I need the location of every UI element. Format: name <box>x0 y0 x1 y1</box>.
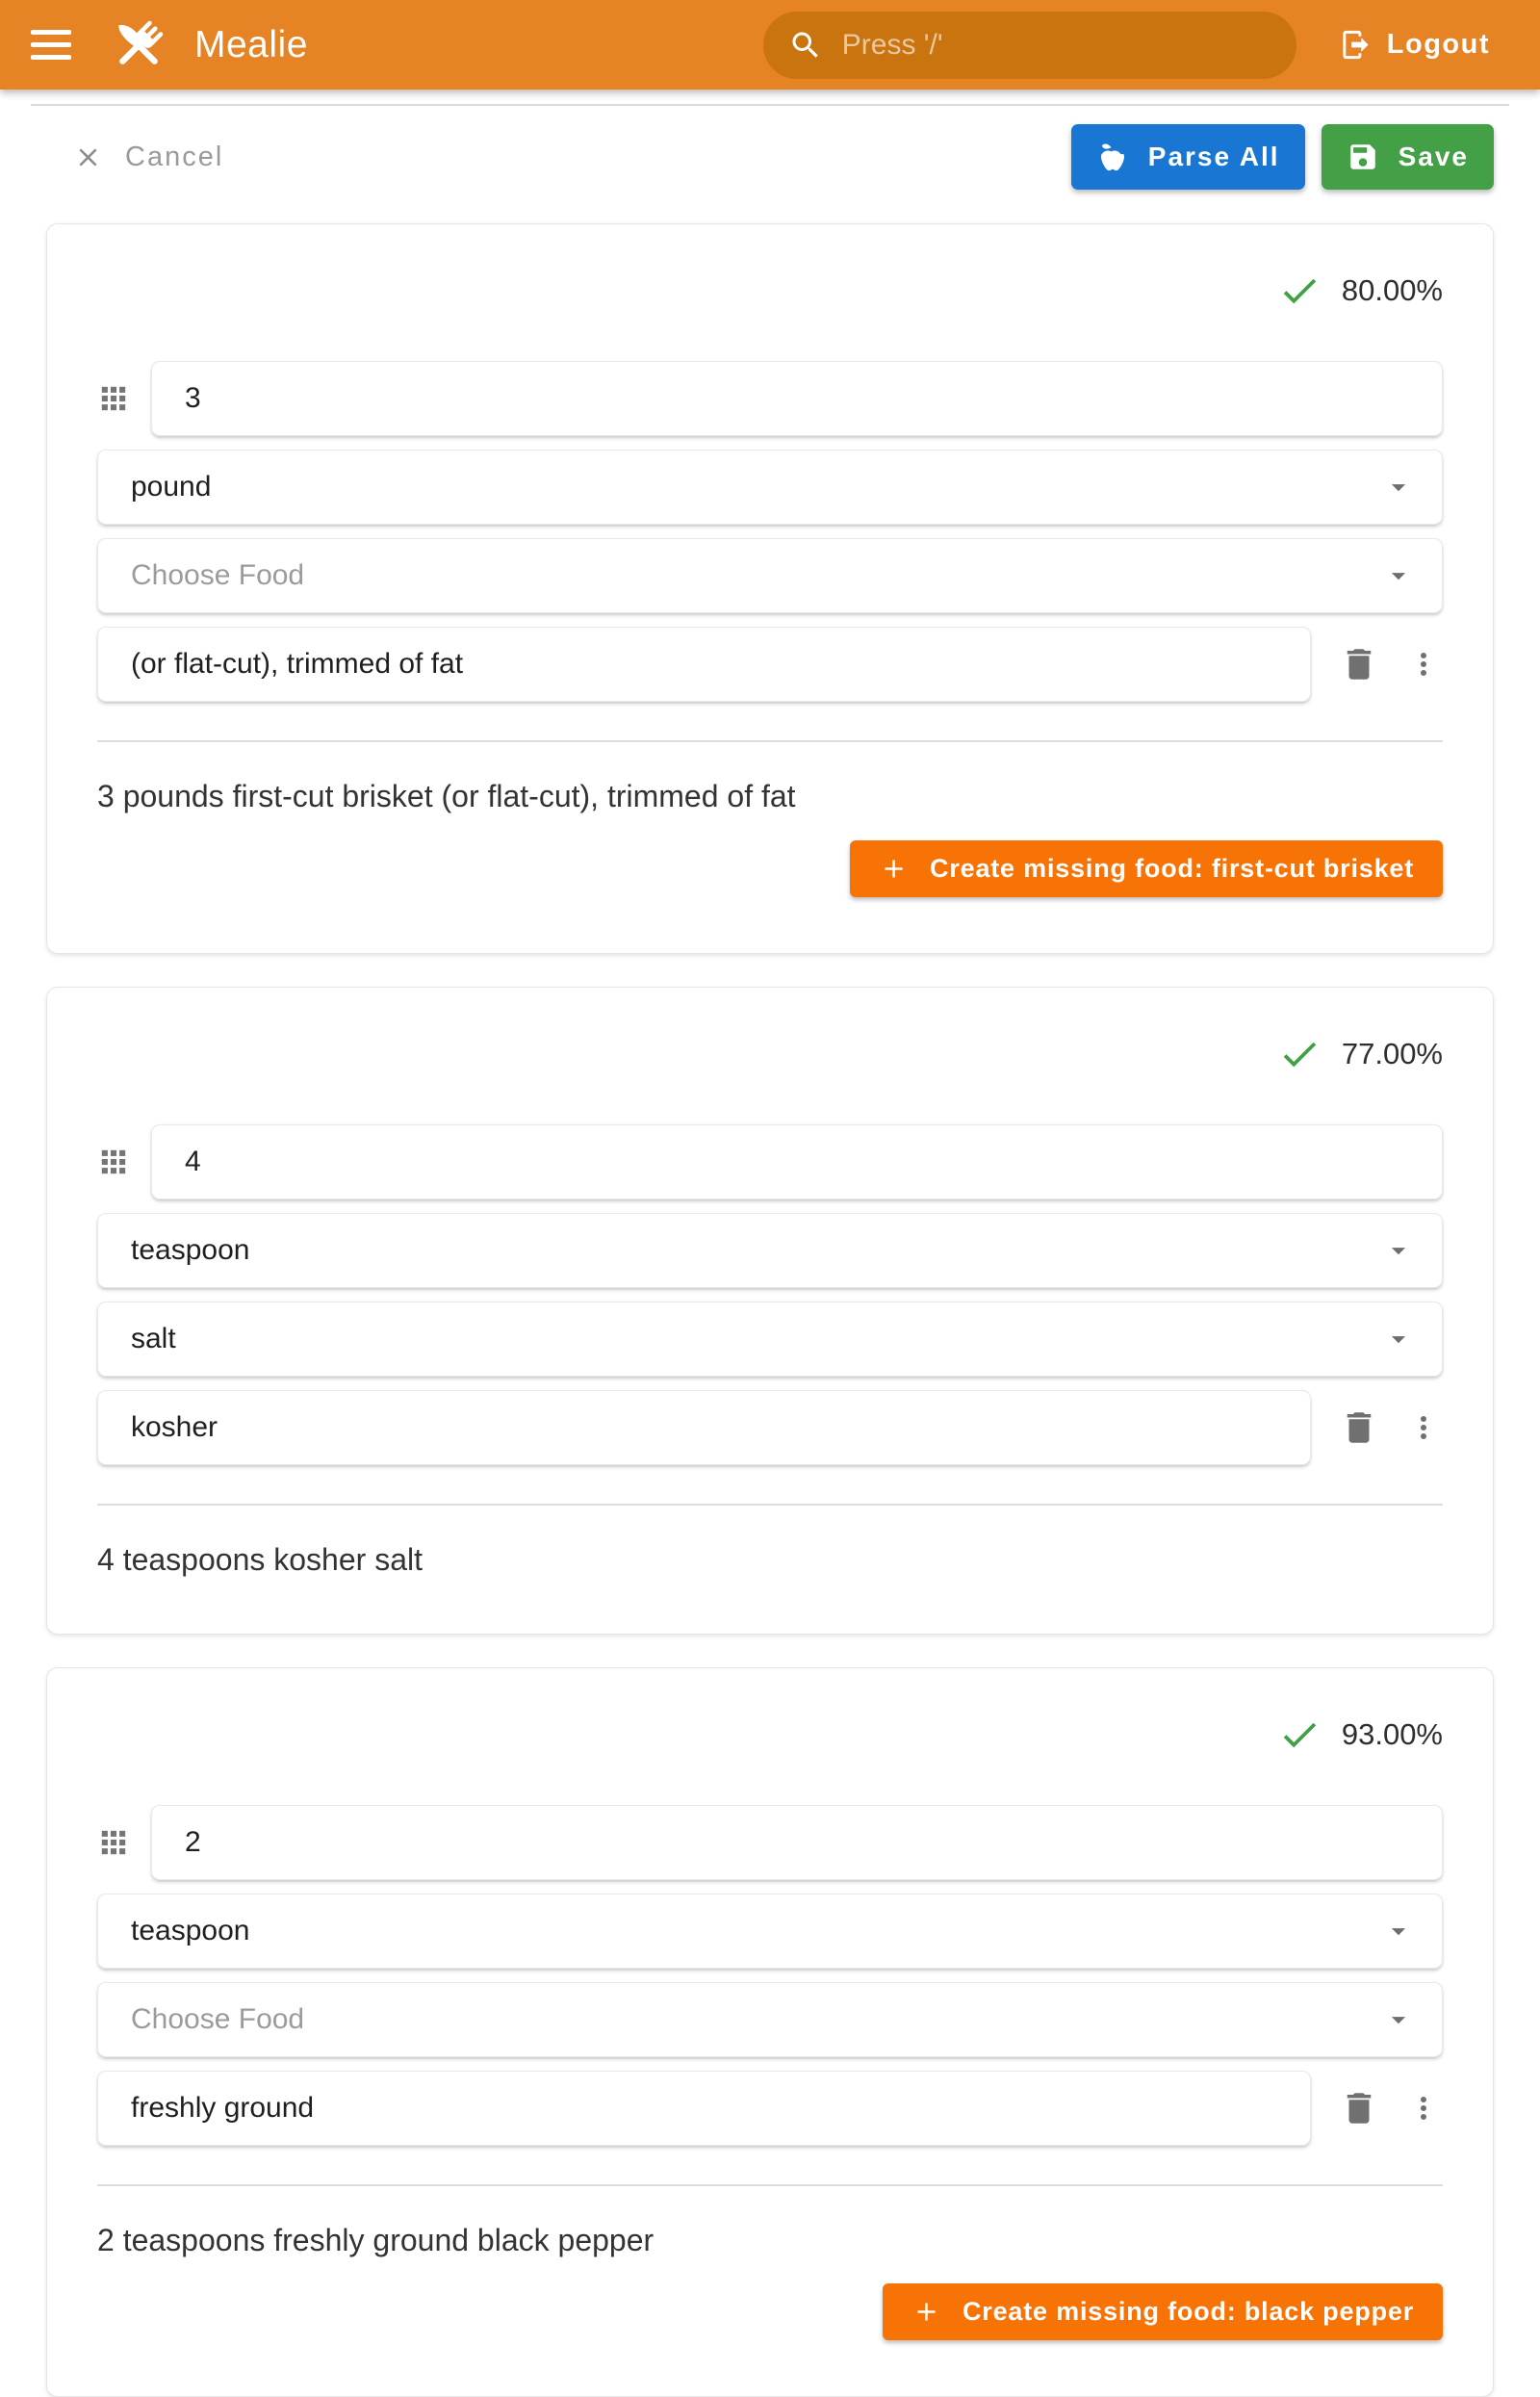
kebab-menu-icon <box>1406 1410 1441 1445</box>
kebab-menu-icon <box>1406 647 1441 682</box>
amount-input[interactable] <box>151 361 1443 436</box>
check-icon <box>1277 1032 1322 1076</box>
food-placeholder: Choose Food <box>131 559 305 591</box>
chevron-down-icon <box>1382 471 1415 503</box>
chevron-down-icon <box>1382 1323 1415 1355</box>
logout-button[interactable] <box>1339 28 1490 62</box>
more-options-button[interactable] <box>1404 642 1443 686</box>
logout-label: Logout <box>1386 29 1490 60</box>
plus-icon <box>911 2297 941 2327</box>
create-missing-food-label: Create missing food: first-cut brisket <box>930 853 1414 883</box>
note-input[interactable] <box>97 2071 1311 2146</box>
more-options-button[interactable] <box>1404 2086 1443 2130</box>
food-select[interactable] <box>97 1302 1443 1377</box>
ingredient-card <box>46 987 1494 1635</box>
confidence-row <box>97 1713 1443 1757</box>
food-placeholder: Choose Food <box>131 2002 305 2035</box>
unit-value: teaspoon <box>131 1914 250 1946</box>
header-divider <box>31 104 1509 106</box>
delete-button[interactable] <box>1337 2086 1381 2130</box>
save-label: Save <box>1398 142 1469 171</box>
trash-icon <box>1339 644 1379 684</box>
confidence-value: 80.00% <box>1341 273 1443 307</box>
note-input[interactable] <box>97 627 1311 702</box>
mealie-logo-icon[interactable] <box>108 14 169 76</box>
app-title: Mealie <box>194 23 308 65</box>
search-bar[interactable] <box>763 12 1296 79</box>
food-select[interactable] <box>97 1982 1443 2057</box>
confidence-value: 93.00% <box>1341 1716 1443 1751</box>
unit-select[interactable] <box>97 1213 1443 1288</box>
note-row <box>97 1390 1443 1465</box>
create-missing-food-button[interactable] <box>850 840 1443 897</box>
trash-icon <box>1339 1407 1379 1448</box>
cancel-button[interactable] <box>73 142 223 173</box>
ingredient-card <box>46 223 1494 954</box>
create-missing-food-button[interactable] <box>883 2283 1443 2340</box>
delete-button[interactable] <box>1337 642 1381 686</box>
amount-row <box>97 1805 1443 1880</box>
ingredient-card <box>46 1667 1494 2397</box>
ingredient-parser-list <box>0 223 1540 2397</box>
chevron-down-icon <box>1382 1234 1415 1267</box>
confidence-value: 77.00% <box>1341 1036 1443 1070</box>
chevron-down-icon <box>1382 1915 1415 1947</box>
save-button[interactable] <box>1322 124 1494 190</box>
chevron-down-icon <box>1382 559 1415 592</box>
note-input[interactable] <box>97 1390 1311 1465</box>
trash-icon <box>1339 2088 1379 2128</box>
drag-handle-icon[interactable] <box>97 382 130 415</box>
food-value: salt <box>131 1322 176 1354</box>
drag-handle-icon[interactable] <box>97 1826 130 1859</box>
logout-icon <box>1339 28 1373 62</box>
amount-row <box>97 361 1443 436</box>
close-icon <box>73 142 103 172</box>
parse-all-label: Parse All <box>1147 142 1280 171</box>
unit-select[interactable] <box>97 1894 1443 1969</box>
check-icon <box>1277 269 1322 313</box>
parse-all-button[interactable] <box>1071 124 1305 190</box>
unit-value: pound <box>131 471 212 503</box>
note-row <box>97 627 1443 702</box>
confidence-row <box>97 269 1443 313</box>
amount-input[interactable] <box>151 1805 1443 1880</box>
parsed-ingredient-text: 4 teaspoons kosher salt <box>97 1541 423 1577</box>
note-row <box>97 2071 1443 2146</box>
amount-input[interactable] <box>151 1124 1443 1199</box>
search-input[interactable] <box>840 28 1271 63</box>
amount-row <box>97 1124 1443 1199</box>
more-options-button[interactable] <box>1404 1405 1443 1450</box>
plus-icon <box>879 854 909 884</box>
unit-value: teaspoon <box>131 1233 250 1266</box>
action-bar <box>46 123 1494 191</box>
unit-select[interactable] <box>97 450 1443 525</box>
delete-button[interactable] <box>1337 1405 1381 1450</box>
drag-handle-icon[interactable] <box>97 1146 130 1178</box>
parsed-ingredient-text: 2 teaspoons freshly ground black pepper <box>97 2222 654 2257</box>
apple-icon <box>1096 141 1129 173</box>
save-icon <box>1347 141 1379 173</box>
card-divider <box>97 2184 1443 2186</box>
app-header <box>0 0 1540 90</box>
check-icon <box>1277 1713 1322 1757</box>
search-icon <box>788 28 823 63</box>
parsed-ingredient-text: 3 pounds first-cut brisket (or flat-cut), trimmed of fat <box>97 779 796 813</box>
confidence-row <box>97 1032 1443 1076</box>
hamburger-menu-icon[interactable] <box>29 26 73 64</box>
food-select[interactable] <box>97 538 1443 613</box>
card-divider <box>97 740 1443 742</box>
create-missing-food-label: Create missing food: black pepper <box>962 2297 1414 2327</box>
kebab-menu-icon <box>1406 2091 1441 2126</box>
chevron-down-icon <box>1382 2003 1415 2036</box>
card-divider <box>97 1504 1443 1506</box>
cancel-label: Cancel <box>125 141 224 172</box>
